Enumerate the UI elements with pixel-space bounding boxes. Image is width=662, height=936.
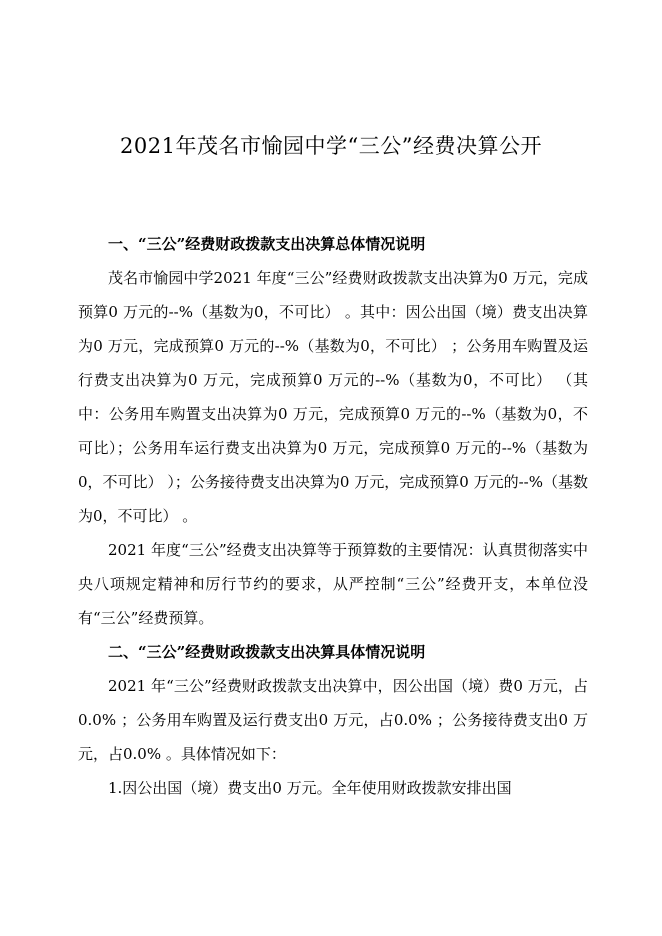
paragraph-detail-overview: 2021 年“三公”经费财政拨款支出决算中，因公出国（境）费0 万元，占0.0% ；公务用车购置及运行费支出0 万元，占0.0% ；公务接待费支出0 万元，占0.0% 。具体情况如下：	[78, 677, 588, 763]
paragraph-budget-reason: 2021 年度“三公”经费支出决算等于预算数的主要情况：认真贯彻落实中央八项规定精神和厉行节约的要求，从严控制“三公”经费开支，本单位没有“三公”经费预算。	[78, 541, 588, 627]
paragraph-total-overview: 茂名市愉园中学2021 年度“三公”经费财政拨款支出决算为0 万元，完成预算0 万元的--%（基数为0，不可比） 。其中：因公出国（境）费支出决算为0 万元，完成预算0 万元的--%（基数为0，不可比） ；公务用车购置及运行费支出决算为0 万元，完成预算0 万元的--%（基数为0，不可比） （其中：公务用车购置支出决算为0 万元，完成预算0 万元的--%（基数为0，不可比）；公务用车运行费支出决算为0 万元，完成预算0 万元的--%（基数为0，不可比） ）；公务接待费支出决算为0 万元，完成预算0 万元的--%（基数为0，不可比） 。	[78, 269, 588, 525]
document-body	[78, 227, 588, 805]
section-heading-2: 二、“三公”经费财政拨款支出决算具体情况说明	[108, 643, 426, 661]
section-heading-1: 一、“三公”经费财政拨款支出决算总体情况说明	[108, 235, 426, 253]
document-title: 2021年茂名市愉园中学“三公”经费决算公开	[120, 134, 542, 159]
paragraph-overseas-travel: 1.因公出国（境）费支出0 万元。全年使用财政拨款安排出国	[108, 779, 512, 797]
